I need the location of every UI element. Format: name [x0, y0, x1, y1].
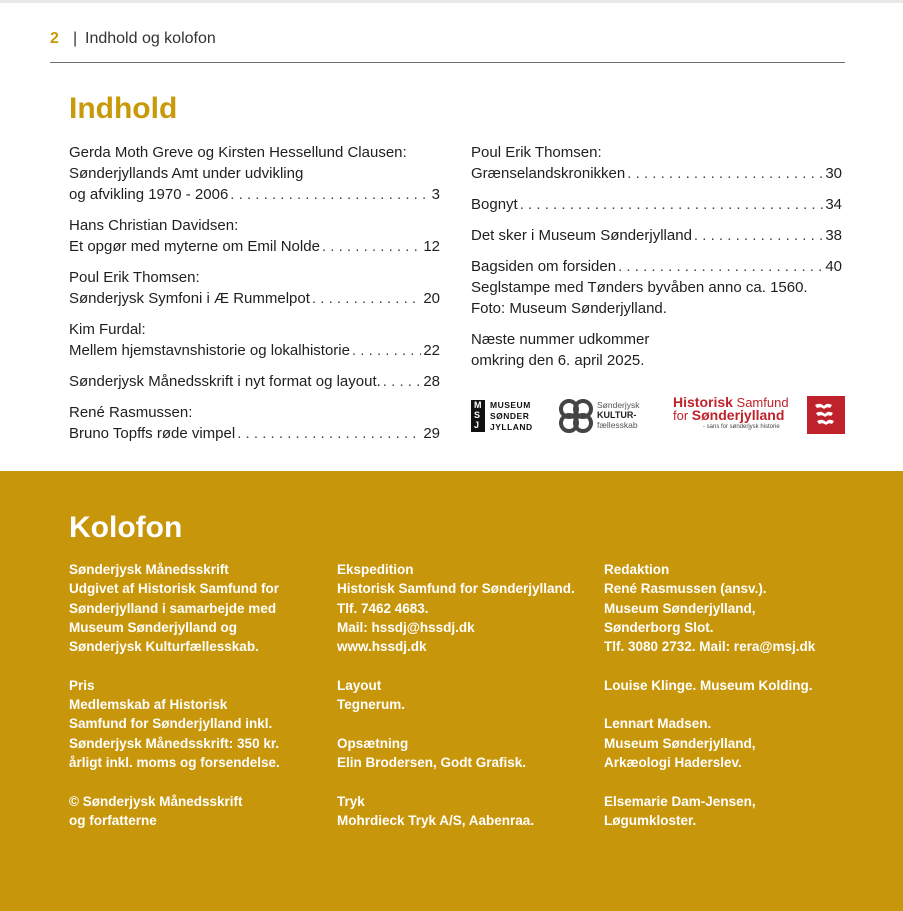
- toc-entry-line: [69, 236, 440, 257]
- kolofon-block-title: Lennart Madsen.: [604, 716, 712, 732]
- kolofon-heading: Kolofon: [69, 511, 183, 544]
- toc-leader-dots: [237, 423, 421, 444]
- kolofon-block-line: Udgivet af Historisk Samfund for: [69, 581, 280, 597]
- kolofon-block-title: Elsemarie Dam-Jensen,: [604, 793, 756, 809]
- toc-entry-text: Gerda Moth Greve og Kirsten Hessellund Clausen:: [69, 144, 407, 161]
- kolofon-block: [337, 734, 575, 773]
- toc-entry-title: Det sker i Museum Sønderjylland: [471, 227, 692, 244]
- kolofon-block-title: Sønderjysk Månedsskrift: [69, 562, 229, 577]
- kolofon-column-1: [69, 560, 280, 849]
- kolofon-block: [69, 792, 280, 831]
- toc-leader-dots: [230, 184, 429, 205]
- kolofon-block: [337, 676, 575, 715]
- toc-entry: [69, 319, 440, 361]
- kolofon-block-line: Sønderjysk Månedsskrift: 350 kr.: [69, 735, 280, 751]
- kolofon-block-line: Sønderborg Slot.: [604, 619, 714, 635]
- toc-entry-title: Bagsiden om forsiden: [471, 258, 617, 275]
- kolofon-block-title: Ekspedition: [337, 562, 414, 577]
- kolofon-block-line: Elin Brodersen, Godt Grafisk.: [337, 754, 527, 770]
- kolofon-block: [604, 792, 815, 831]
- toc-page-number: 38: [825, 227, 842, 244]
- toc-entry-title: Bognyt: [471, 196, 518, 213]
- toc-leader-dots: [694, 225, 823, 246]
- toc-entry-line: [471, 163, 842, 184]
- museum-sonderjylland-logo: M S J MUSEUM SØNDER JYLLAND: [471, 398, 543, 434]
- toc-page-number: 28: [423, 373, 440, 390]
- partner-logos: [471, 394, 845, 436]
- kolofon-block-line: Sønderjysk Kulturfællesskab.: [69, 639, 259, 655]
- toc-entry: [69, 215, 440, 257]
- toc-page-number: 22: [423, 342, 440, 359]
- kolofon-block-line: www.hssdj.dk: [337, 639, 427, 655]
- kultur-knot-icon: [559, 399, 593, 433]
- toc-leader-dots: [312, 288, 421, 309]
- kolofon-block-line: Tlf. 7462 4683.: [337, 600, 429, 616]
- kolofon-block-line: Historisk Samfund for Sønderjylland.: [337, 581, 575, 597]
- indhold-heading: Indhold: [69, 92, 178, 125]
- kolofon-block: [337, 560, 575, 656]
- toc-entry-text: René Rasmussen:: [69, 404, 193, 421]
- next-issue-note: [471, 329, 842, 371]
- toc-entry-text: Kim Furdal:: [69, 321, 146, 338]
- toc-entry-title: Sønderjysk Månedsskrift i nyt format og layout.: [69, 373, 381, 390]
- toc-entry-title: Et opgør med myterne om Emil Nolde: [69, 238, 320, 255]
- toc-page-number: 34: [825, 196, 842, 213]
- page-header: [50, 30, 845, 63]
- kolofon-block-line: og forfatterne: [69, 812, 157, 828]
- toc-entry-line: [471, 225, 842, 246]
- toc-entry-line: [69, 184, 440, 205]
- toc-entry-line: [69, 340, 440, 361]
- kolofon-column-2: [337, 560, 575, 849]
- toc-entry-caption: Foto: Museum Sønderjylland.: [471, 300, 667, 317]
- kolofon-section: [0, 471, 903, 911]
- toc-leader-dots: [352, 340, 421, 361]
- toc-page-number: 30: [825, 165, 842, 182]
- toc-entry-caption: Seglstampe med Tønders byvåben anno ca. 1560.: [471, 279, 808, 296]
- kolofon-block: [604, 714, 815, 772]
- toc-entry-text: Poul Erik Thomsen:: [69, 269, 200, 286]
- msj-mark-icon: M S J: [471, 400, 485, 432]
- toc-entry: [69, 371, 440, 392]
- toc-entry-title: Mellem hjemstavnshistorie og lokalhistorie: [69, 342, 350, 359]
- toc-page-number: 40: [825, 258, 842, 275]
- toc-page-number: 29: [423, 425, 440, 442]
- toc-entry-line: [471, 256, 842, 277]
- kolofon-block-line: Løgumkloster.: [604, 812, 697, 828]
- toc-leader-dots: [627, 163, 823, 184]
- toc-entry-text: Hans Christian Davidsen:: [69, 217, 239, 234]
- kolofon-block-line: Arkæologi Haderslev.: [604, 754, 742, 770]
- coat-of-arms-icon: [807, 396, 845, 434]
- toc-page-number: 3: [431, 186, 440, 203]
- toc-entry-title: Bruno Topffs røde vimpel: [69, 425, 236, 442]
- kolofon-block-line: Medlemskab af Historisk: [69, 697, 228, 713]
- header-title: Indhold og kolofon: [85, 30, 216, 47]
- toc-entry-line: [69, 288, 440, 309]
- kolofon-block: [604, 676, 815, 695]
- toc-entry-title: og afvikling 1970 - 2006: [69, 186, 229, 203]
- toc-entry-line: [69, 423, 440, 444]
- kolofon-block-title: Pris: [69, 677, 95, 693]
- toc-entry-line: [471, 194, 842, 215]
- kolofon-block-title: Tryk: [337, 793, 365, 809]
- kolofon-block-line: Tegnerum.: [337, 697, 406, 713]
- toc-leader-dots: [383, 371, 422, 392]
- toc-entry-text: Poul Erik Thomsen:: [471, 144, 602, 161]
- kolofon-block-line: Mohrdieck Tryk A/S, Aabenraa.: [337, 812, 535, 828]
- kolofon-block-title: © Sønderjysk Månedsskrift: [69, 793, 243, 809]
- kolofon-block-line: Sønderjylland i samarbejde med: [69, 600, 277, 616]
- kolofon-block-title: Redaktion: [604, 562, 670, 577]
- historisk-samfund-logo: Historisk Samfund for Sønderjylland - sans for sønderjysk historie: [673, 394, 845, 436]
- page-number: 2: [50, 30, 59, 47]
- toc-entry: [471, 256, 842, 319]
- top-border: [0, 0, 903, 3]
- toc-entry-title: Sønderjysk Symfoni i Æ Rummelpot: [69, 290, 310, 307]
- kolofon-block-line: Samfund for Sønderjylland inkl.: [69, 716, 273, 732]
- toc-entry: [69, 267, 440, 309]
- kolofon-block-line: Museum Sønderjylland,: [604, 735, 756, 751]
- kolofon-block-line: Mail: hssdj@hssdj.dk: [337, 619, 475, 635]
- sonderjysk-kulturfaellesskab-logo: Sønderjysk KULTUR- fællesskab: [559, 398, 659, 434]
- kolofon-block-line: Tlf. 3080 2732. Mail: rera@msj.dk: [604, 639, 816, 655]
- toc-leader-dots: [322, 236, 421, 257]
- kolofon-block-title: Louise Klinge. Museum Kolding.: [604, 677, 813, 693]
- toc-leader-dots: [618, 256, 823, 277]
- next-issue-line: Næste nummer udkommer: [471, 331, 650, 348]
- toc-entry-line: [69, 371, 440, 392]
- kolofon-block-line: Museum Sønderjylland,: [604, 600, 756, 616]
- toc-entry-text: Sønderjyllands Amt under udvikling: [69, 165, 304, 182]
- toc-entry: [471, 194, 842, 215]
- toc-left-column: [69, 142, 440, 454]
- kolofon-block: [337, 792, 575, 831]
- kolofon-column-3: [604, 560, 815, 849]
- toc-entry: [471, 225, 842, 246]
- toc-entry: [471, 142, 842, 184]
- next-issue-line: omkring den 6. april 2025.: [471, 352, 645, 369]
- header-separator: |: [73, 30, 78, 47]
- kolofon-block: [69, 676, 280, 772]
- toc-page-number: 20: [423, 290, 440, 307]
- toc-entry: [69, 402, 440, 444]
- kolofon-block: [69, 560, 280, 656]
- kolofon-block-line: årligt inkl. moms og forsendelse.: [69, 754, 280, 770]
- toc-entry-title: Grænselandskronikken: [471, 165, 626, 182]
- kolofon-block: [604, 560, 815, 656]
- toc-leader-dots: [520, 194, 824, 215]
- kolofon-block-line: René Rasmussen (ansv.).: [604, 581, 767, 597]
- kolofon-block-title: Opsætning: [337, 735, 409, 751]
- toc-page-number: 12: [423, 238, 440, 255]
- kolofon-block-title: Layout: [337, 677, 382, 693]
- toc-right-column: [471, 142, 842, 381]
- kolofon-block-line: Museum Sønderjylland og: [69, 619, 238, 635]
- toc-entry: [69, 142, 440, 205]
